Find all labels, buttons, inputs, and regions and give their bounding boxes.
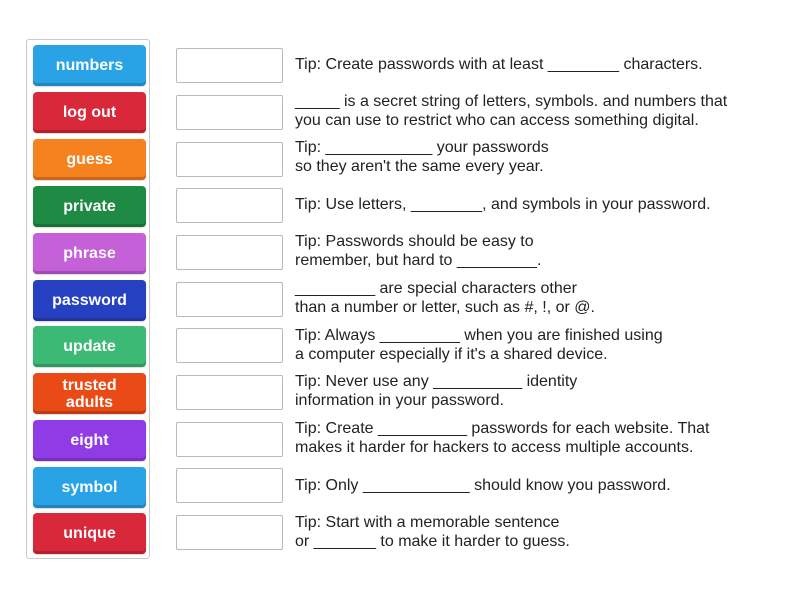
word-tile-label: log out xyxy=(62,104,117,121)
word-tile[interactable] xyxy=(33,45,146,86)
answer-drop-box[interactable] xyxy=(176,188,283,223)
prompt-text: Tip: Create passwords with at least ________ characters. xyxy=(295,56,703,73)
prompt-text: Tip: Passwords should be easy to remember, but hard to _________. xyxy=(295,233,542,269)
answer-drop-box[interactable] xyxy=(176,515,283,550)
prompt-text: Tip: ____________ your passwords so they aren't the same every year. xyxy=(295,139,549,175)
word-tile-label: update xyxy=(63,338,116,355)
answer-drop-box[interactable] xyxy=(176,95,283,130)
word-tile-label: symbol xyxy=(61,479,118,496)
word-tile[interactable] xyxy=(33,92,146,133)
answer-drop-box[interactable] xyxy=(176,235,283,270)
word-tile-label: numbers xyxy=(55,57,124,74)
word-tile[interactable] xyxy=(33,139,146,180)
answer-drop-box[interactable] xyxy=(176,468,283,503)
prompt-text: _________ are special characters other than a number or letter, such as #, !, or @. xyxy=(295,280,595,316)
answer-drop-box[interactable] xyxy=(176,48,283,83)
word-tile[interactable] xyxy=(33,280,146,321)
word-tile[interactable] xyxy=(33,233,146,274)
word-tile-label: trusted adults xyxy=(62,376,117,411)
prompt-text: Tip: Start with a memorable sentence or _______ to make it harder to guess. xyxy=(295,514,570,550)
answer-drop-box[interactable] xyxy=(176,375,283,410)
word-tile[interactable] xyxy=(33,326,146,367)
answer-drop-box[interactable] xyxy=(176,142,283,177)
answer-drop-box[interactable] xyxy=(176,422,283,457)
word-tile-label: password xyxy=(52,292,127,309)
word-tile-label: phrase xyxy=(63,245,116,262)
word-tile-label: guess xyxy=(66,151,113,168)
word-tile[interactable] xyxy=(33,186,146,227)
prompt-text: _____ is a secret string of letters, symbols. and numbers that you can use to restrict who can access something digital. xyxy=(295,93,728,129)
word-tile[interactable] xyxy=(33,420,146,461)
answer-drop-box[interactable] xyxy=(176,282,283,317)
prompt-text: Tip: Create __________ passwords for each website. That makes it harder for hackers to access multiple accounts. xyxy=(295,420,710,456)
prompt-text: Tip: Use letters, ________, and symbols in your password. xyxy=(295,196,711,213)
prompt-text: Tip: Only ____________ should know you password. xyxy=(295,477,671,494)
answer-drop-box[interactable] xyxy=(176,328,283,363)
word-tile-label: unique xyxy=(63,525,116,542)
word-tile[interactable] xyxy=(33,513,146,554)
prompt-text: Tip: Always _________ when you are finished using a computer especially if it's a shared device. xyxy=(295,327,663,363)
word-tile[interactable] xyxy=(33,373,146,414)
prompt-text: Tip: Never use any __________ identity information in your password. xyxy=(295,373,578,409)
word-bank xyxy=(26,39,150,559)
word-tile-label: private xyxy=(63,198,116,215)
word-tile[interactable] xyxy=(33,467,146,508)
word-tile-label: eight xyxy=(70,432,109,449)
